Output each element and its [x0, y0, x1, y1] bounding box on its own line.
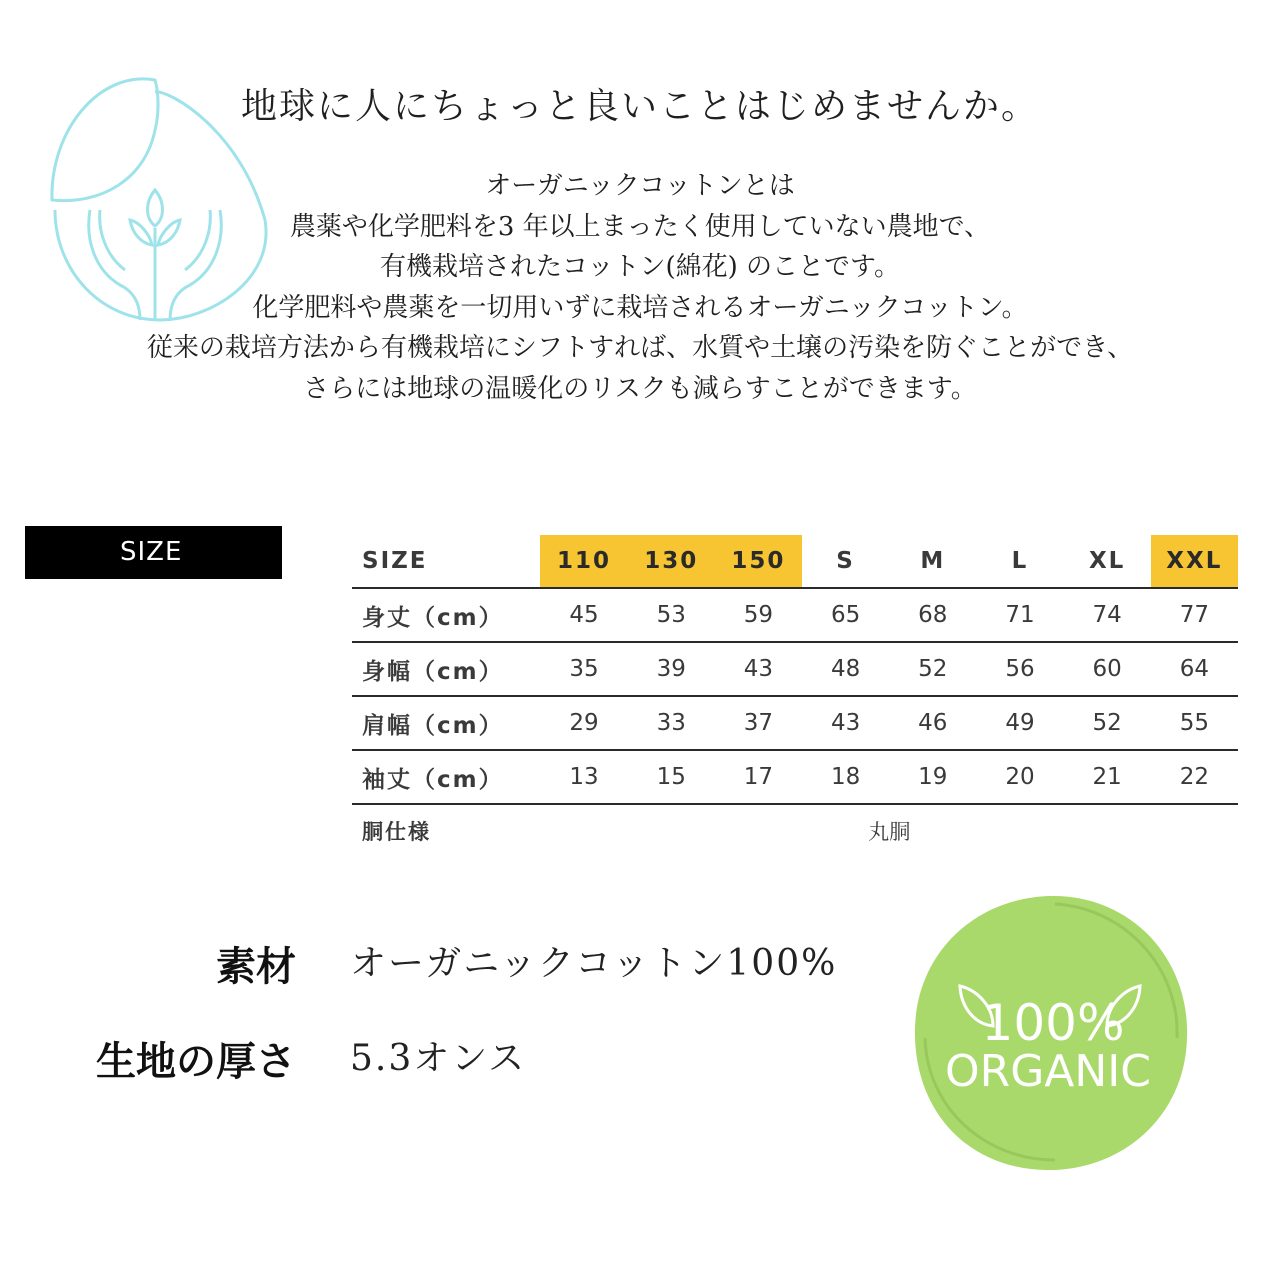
table-cell: 15	[628, 750, 715, 804]
intro-line: 有機栽培されたコットン(綿花) のことです。	[380, 252, 900, 282]
thickness-label: 生地の厚さ	[96, 1039, 296, 1085]
material-label: 素材	[216, 944, 296, 990]
header-cell: 130	[628, 535, 715, 588]
row-label: 袖丈（cm）	[352, 750, 540, 804]
header-cell: S	[802, 535, 889, 588]
table-cell: 71	[976, 588, 1063, 642]
table-cell: 45	[540, 588, 627, 642]
table-cell: 39	[628, 642, 715, 696]
table-cell: 18	[802, 750, 889, 804]
thickness-row	[0, 1030, 900, 1090]
table-cell: 35	[540, 642, 627, 696]
table-cell: 19	[889, 750, 976, 804]
table-footer-row	[352, 804, 1238, 857]
header-cell: XXL	[1151, 535, 1238, 588]
material-value: オーガニックコットン100%	[350, 943, 838, 984]
table-row	[352, 696, 1238, 750]
table-cell: 22	[1151, 750, 1238, 804]
table-cell: 68	[889, 588, 976, 642]
intro-line: 農薬や化学肥料を3 年以上まったく使用していない農地で、	[289, 211, 991, 242]
table-cell: 丸胴	[868, 820, 911, 844]
table-header-row	[352, 535, 1238, 588]
table-cell: 52	[889, 642, 976, 696]
table-cell: 56	[976, 642, 1063, 696]
table-cell: 20	[976, 750, 1063, 804]
intro-line: オーガニックコットンとは	[485, 171, 795, 201]
table-cell: 55	[1151, 696, 1238, 750]
table-row	[352, 588, 1238, 642]
table-cell: 52	[1064, 696, 1151, 750]
header-cell: SIZE	[352, 535, 540, 588]
table-cell: 17	[715, 750, 802, 804]
header-cell: 150	[715, 535, 802, 588]
table-cell: 60	[1064, 642, 1151, 696]
material-row	[0, 935, 900, 995]
header-cell: L	[976, 535, 1063, 588]
table-cell: 29	[540, 696, 627, 750]
table-cell: 43	[715, 642, 802, 696]
table-cell: 77	[1151, 588, 1238, 642]
intro-line: 従来の栽培方法から有機栽培にシフトすれば、水質や土壌の汚染を防ぐことができ、	[146, 333, 1134, 363]
table-cell: 64	[1151, 642, 1238, 696]
intro-line: 化学肥料や農薬を一切用いずに栽培されるオーガニックコットン。	[252, 292, 1028, 323]
table-cell: 49	[976, 696, 1063, 750]
header-cell: XL	[1064, 535, 1151, 588]
table-cell: 59	[715, 588, 802, 642]
badge-organic: ORGANIC	[944, 1046, 1152, 1097]
row-label: 胴仕様	[362, 820, 431, 844]
thickness-value: 5.3オンス	[350, 1038, 527, 1079]
table-cell: 33	[628, 696, 715, 750]
table-cell: 53	[628, 588, 715, 642]
size-section-badge: SIZE	[25, 526, 282, 579]
table-cell: 43	[802, 696, 889, 750]
header-cell: 110	[540, 535, 627, 588]
intro-line: さらには地球の温暖化のリスクも減らすことができます。	[303, 373, 977, 404]
row-label: 肩幅（cm）	[352, 696, 540, 750]
table-cell: 65	[802, 588, 889, 642]
organic-badge-icon	[905, 888, 1195, 1178]
badge-percent: 100%	[981, 994, 1125, 1052]
row-label: 身丈（cm）	[352, 588, 540, 642]
table-cell: 13	[540, 750, 627, 804]
header-cell: M	[889, 535, 976, 588]
table-cell: 37	[715, 696, 802, 750]
table-cell: 46	[889, 696, 976, 750]
headline: 地球に人にちょっと良いことはじめませんか。	[240, 86, 1039, 127]
table-row	[352, 642, 1238, 696]
row-label: 身幅（cm）	[352, 642, 540, 696]
table-cell: 74	[1064, 588, 1151, 642]
size-table	[352, 535, 1238, 857]
table-cell: 21	[1064, 750, 1151, 804]
intro-text	[0, 166, 1280, 409]
table-cell: 48	[802, 642, 889, 696]
table-row	[352, 750, 1238, 804]
